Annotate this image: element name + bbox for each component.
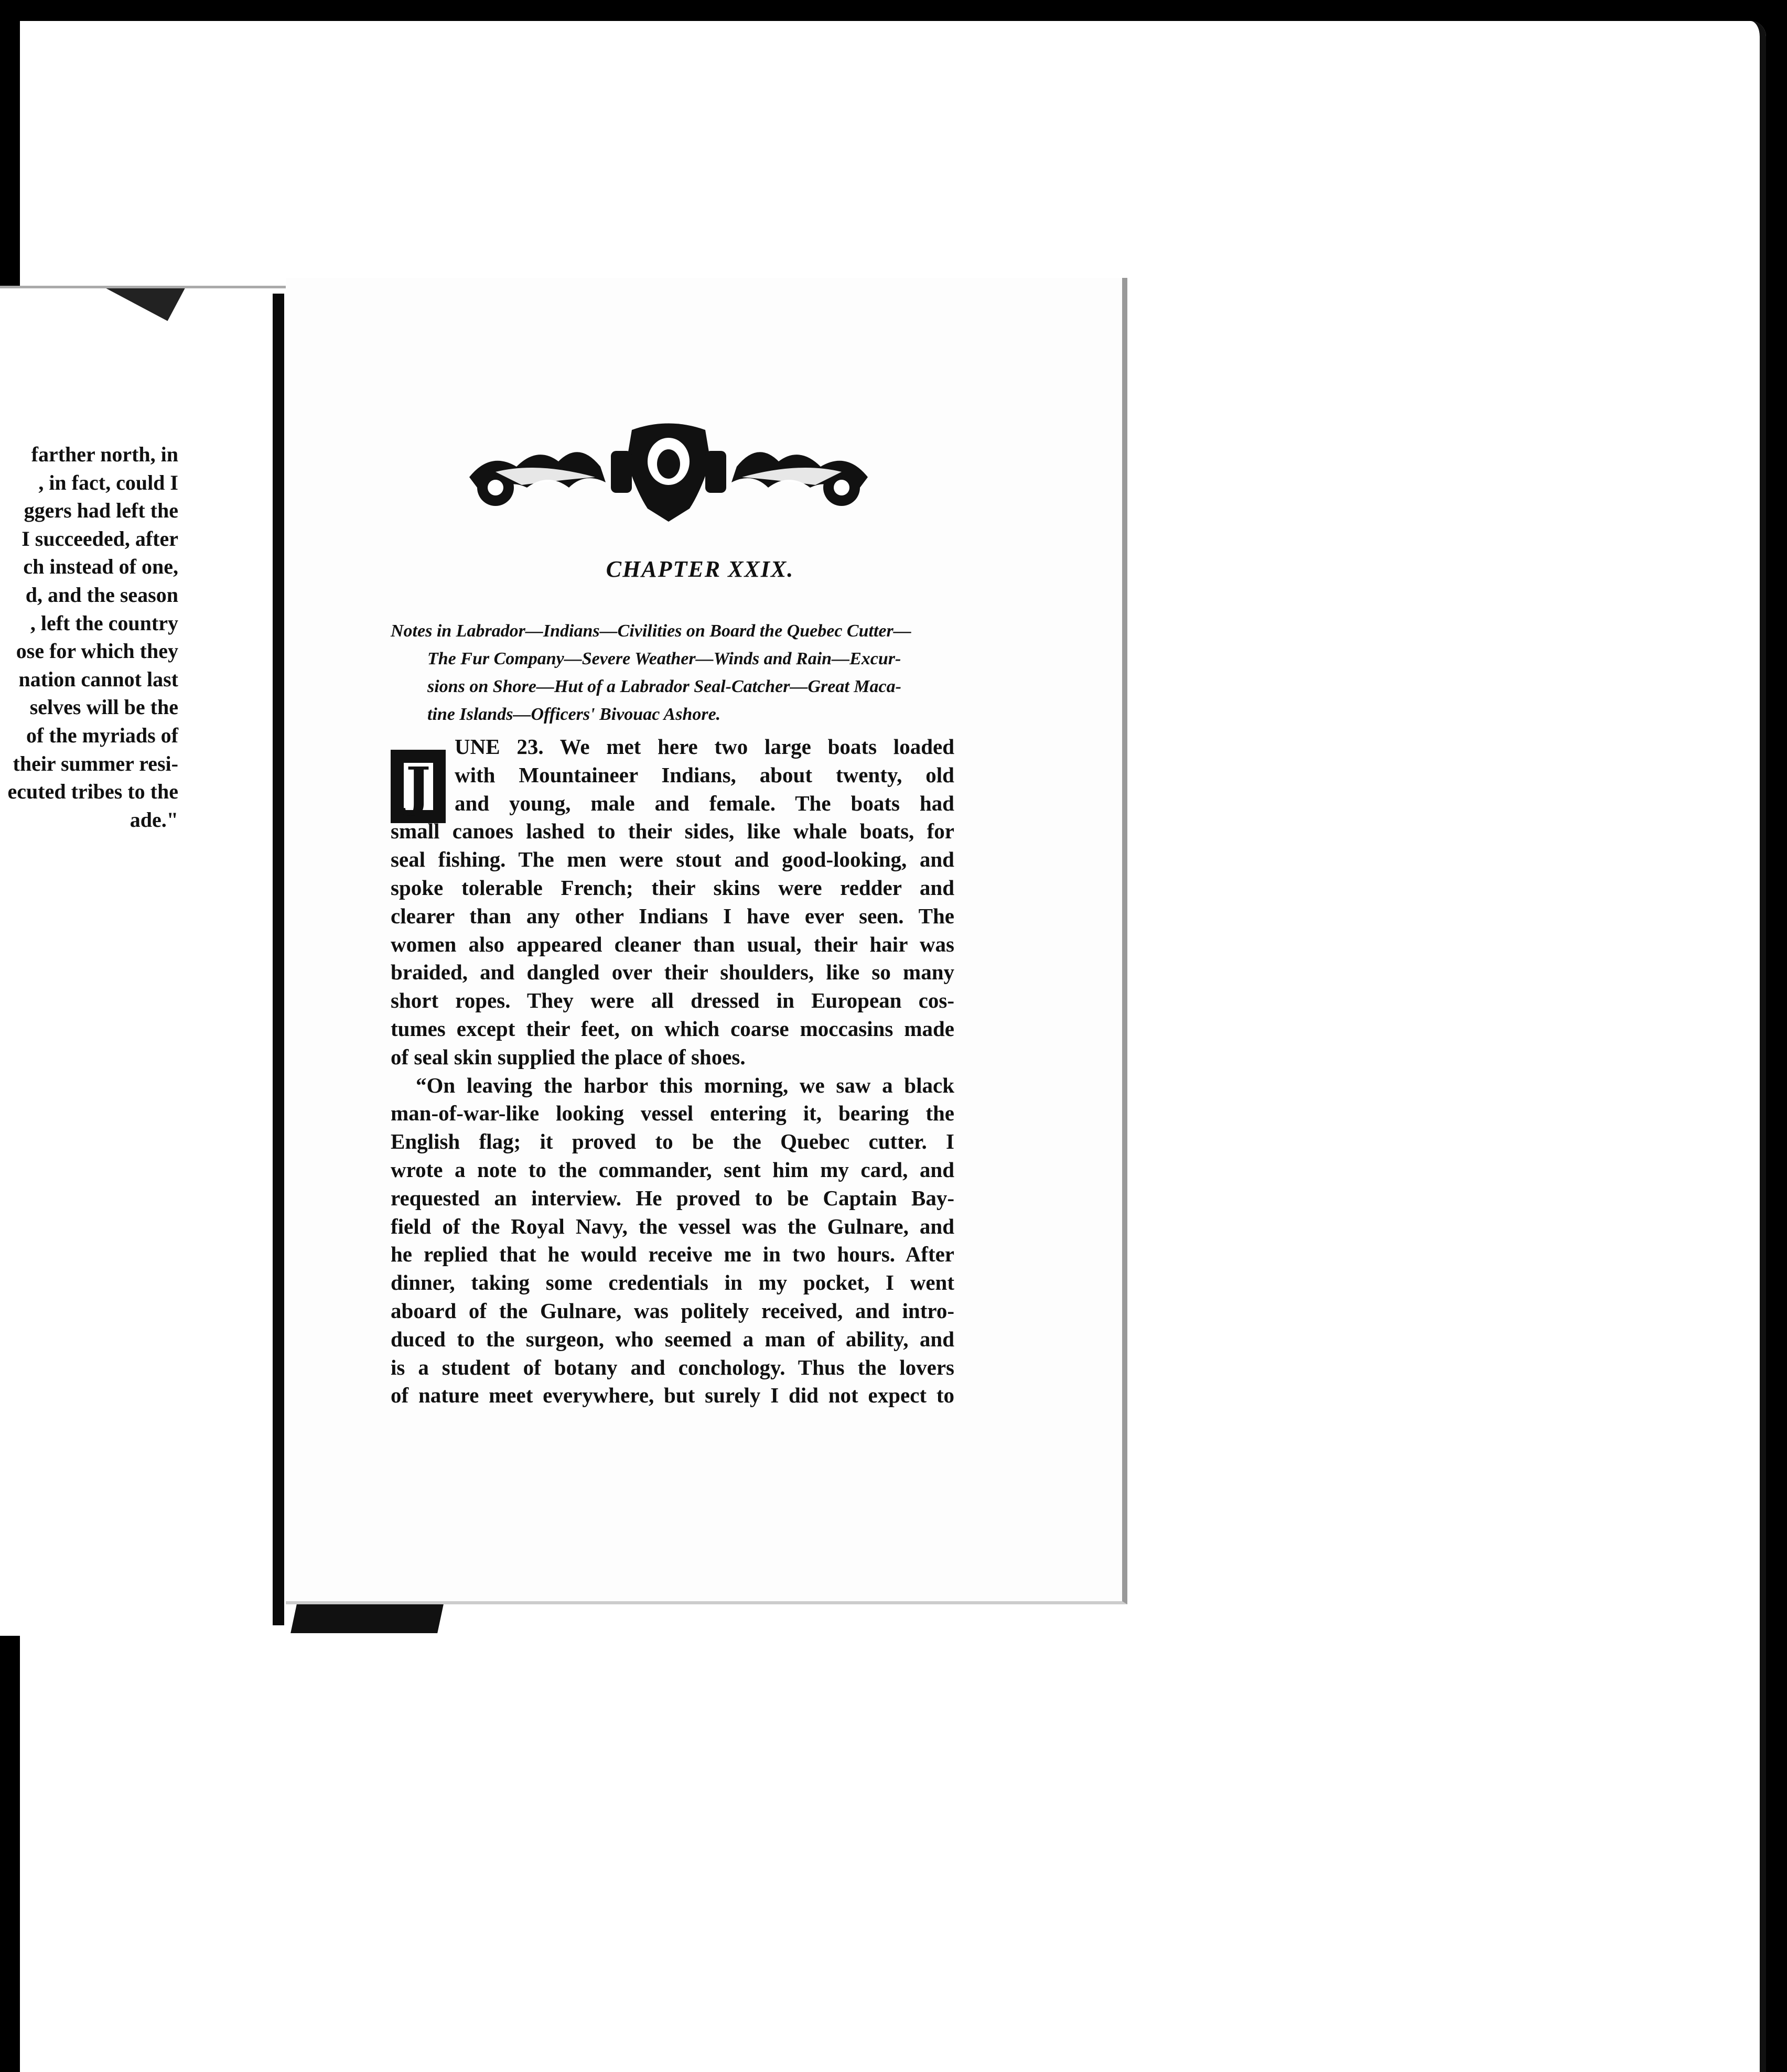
text-line: man-of-war-like looking vessel entering it, bearing the: [391, 1101, 954, 1126]
text-line: tumes except their feet, on which coarse moccasins made: [391, 1016, 954, 1041]
text-line: seal fishing. The men were stout and good-looking, and: [391, 847, 954, 872]
synopsis-line: tine Islands—Officers' Bivouac Ashore.: [427, 705, 721, 724]
text-line: small canoes lashed to their sides, like whale boats, for: [391, 819, 954, 844]
text-line: ade.": [130, 807, 178, 832]
chapter-synopsis: [391, 617, 1009, 728]
text-line: selves will be the: [29, 695, 178, 719]
text-line: ggers had left the: [24, 499, 178, 523]
text-line: ose for which they: [16, 639, 178, 663]
book-spine: [273, 294, 284, 1625]
text-line: women also appeared cleaner than usual, their hair was: [391, 932, 954, 956]
text-line: , left the country: [30, 611, 178, 635]
text-line: nation cannot last: [18, 667, 178, 691]
text-line: of seal skin supplied the place of shoes.: [391, 1044, 746, 1069]
text-line: requested an interview. He proved to be Captain Bay-: [391, 1185, 954, 1210]
drop-cap-letter: J: [404, 763, 433, 810]
text-line: ecuted tribes to the: [7, 780, 178, 804]
text-line: braided, and dangled over their shoulders, like so many: [391, 960, 954, 985]
text-line: aboard of the Gulnare, was politely received, and intro-: [391, 1298, 954, 1323]
torn-corner: [93, 286, 190, 321]
text-line: , in fact, could I: [38, 470, 178, 494]
text-line: I succeeded, after: [21, 526, 178, 551]
text-line: short ropes. They were all dressed in European cos-: [391, 988, 954, 1013]
text-line: he replied that he would receive me in two hours. After: [391, 1242, 954, 1267]
text-line: wrote a note to the commander, sent him my card, and: [391, 1157, 954, 1182]
text-line: “On leaving the harbor this morning, we saw a black: [416, 1073, 954, 1097]
ornament-headpiece: [459, 419, 878, 524]
text-line: field of the Royal Navy, the vessel was the Gulnare, and: [391, 1214, 954, 1238]
main-page: [286, 278, 1127, 1604]
text-line: farther north, in: [31, 443, 178, 466]
text-line: English flag; it proved to be the Quebec cutter. I: [391, 1129, 954, 1154]
text-line: spoke tolerable French; their skins were redder and: [391, 875, 954, 900]
text-line: of the myriads of: [26, 723, 178, 747]
page-flap: [290, 1604, 444, 1633]
text-line: is a student of botany and conchology. Thus the lovers: [391, 1355, 954, 1379]
text-line: UNE 23. We met here two large boats loaded: [455, 735, 954, 759]
synopsis-line: Notes in Labrador—Indians—Civilities on Board the Quebec Cutter—: [391, 621, 911, 641]
previous-page-text: [0, 440, 178, 834]
text-line: and young, male and female. The boats had: [455, 791, 954, 815]
synopsis-line: sions on Shore—Hut of a Labrador Seal-Catcher—Great Maca-: [427, 677, 901, 696]
text-line: duced to the surgeon, who seemed a man of ability, and: [391, 1326, 954, 1351]
synopsis-line: The Fur Company—Severe Weather—Winds and Rain—Excur-: [427, 649, 901, 668]
text-line: with Mountaineer Indians, about twenty, old: [455, 762, 954, 787]
text-line: clearer than any other Indians I have ever seen. The: [391, 903, 954, 928]
previous-page: [0, 286, 286, 1636]
text-line: dinner, taking some credentials in my pocket, I went: [391, 1270, 954, 1295]
text-line: of nature meet everywhere, but surely I did not expect to: [391, 1383, 954, 1408]
text-line: ch instead of one,: [23, 555, 178, 579]
chapter-body: [391, 733, 954, 1410]
text-line: d, and the season: [25, 582, 178, 607]
chapter-title: CHAPTER XXIX.: [606, 556, 794, 582]
text-line: their summer resi-: [13, 751, 178, 775]
